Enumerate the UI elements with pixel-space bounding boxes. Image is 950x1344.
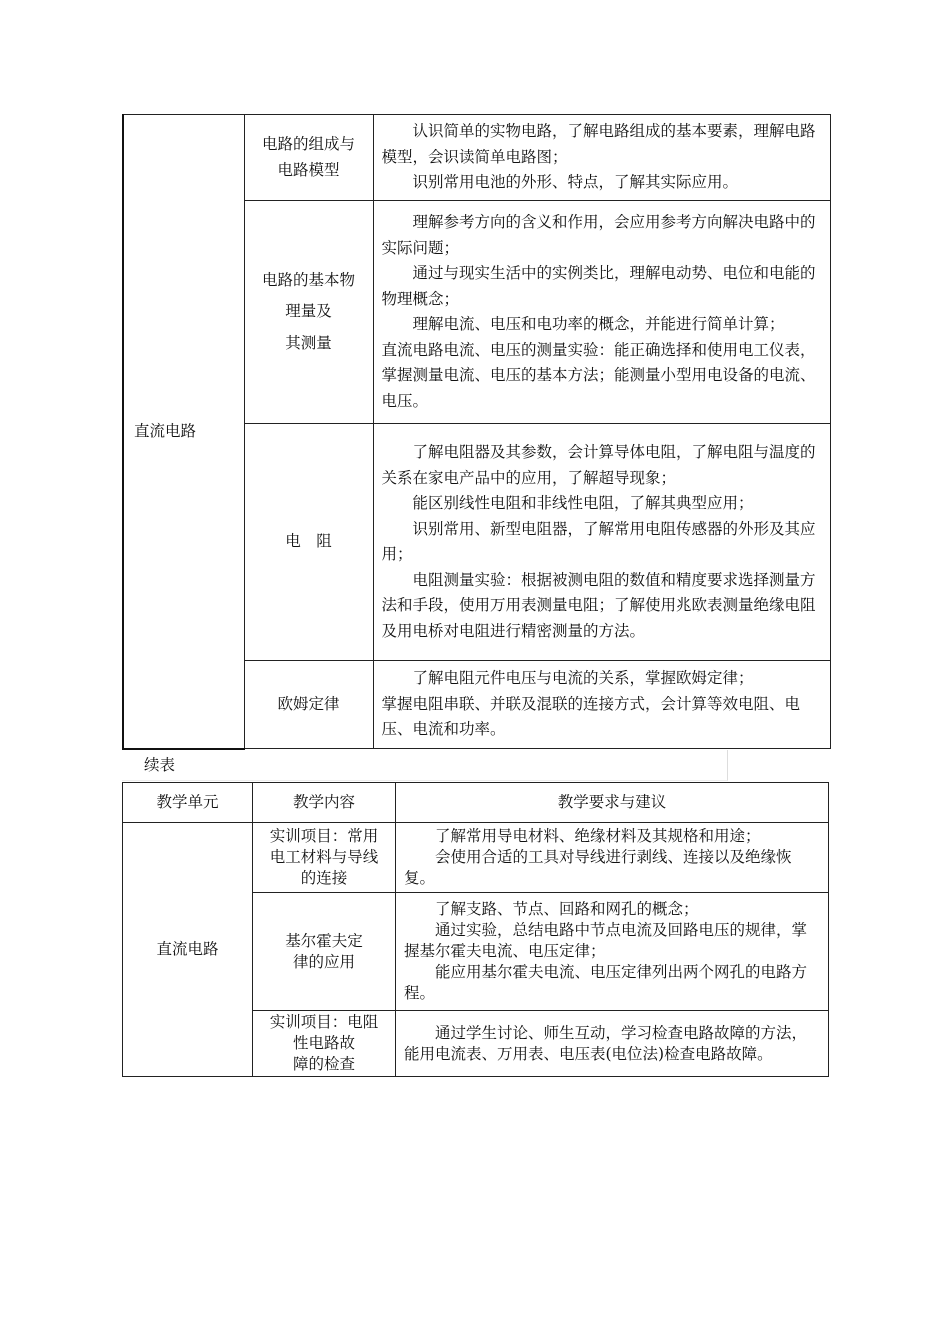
requirement-paragraph: 认识简单的实物电路，了解电路组成的基本要素，理解电路模型，会识读简单电路图； (381, 122, 816, 166)
content-line: 性电路故 (292, 1034, 355, 1052)
teaching-requirements-cell (373, 201, 830, 424)
requirement-paragraph: 了解电阻元件电压与电流的关系，掌握欧姆定律； (412, 669, 754, 688)
continued-table-label: 续表 (122, 750, 728, 781)
teaching-content-cell (253, 893, 396, 1011)
content-line: 的连接 (300, 869, 348, 887)
requirement-paragraph: 电阻测量实验：根据被测电阻的数值和精度要求选择测量方法和手段，使用万用表测量电阻；了解使用兆欧表测量绝缘电阻及用电桥对电阻进行精密测量的方法。 (381, 570, 816, 640)
teaching-content-cell (244, 115, 373, 201)
requirement-paragraph: 能区别线性电阻和非线性电阻，了解其典型应用； (412, 494, 754, 512)
content-line: 其测量 (285, 333, 332, 352)
content-line: 电路的组成与 (261, 135, 355, 153)
requirement-paragraph: 会使用合适的工具对导线进行剥线、连接以及绝缘恢复。 (404, 848, 792, 887)
curriculum-table-part1 (122, 114, 831, 750)
teaching-content-cell (253, 1011, 396, 1077)
content-line: 实训项目：电阻 (269, 1013, 379, 1031)
requirement-paragraph: 识别常用、新型电阻器，了解常用电阻传感器的外形及其应用； (381, 519, 816, 563)
table-row (123, 823, 829, 893)
curriculum-table-part2 (122, 782, 829, 1077)
requirement-paragraph: 通过学生讨论、师生互动，学习检查电路故障的方法，能用电流表、万用表、电压表(电位法)检查电路故障。 (404, 1023, 808, 1063)
teaching-requirements-cell (396, 1011, 829, 1077)
requirement-paragraph: 理解电流、电压和电功率的概念，并能进行简单计算； (412, 315, 785, 333)
content-line: 电路的基本物 (261, 270, 355, 289)
content-line: 理量及 (285, 302, 332, 321)
requirement-paragraph: 掌握电阻串联、并联及混联的连接方式，会计算等效电阻、电压、电流和功率。 (381, 694, 801, 739)
content-line: 欧姆定律 (277, 694, 340, 713)
requirement-paragraph: 了解支路、节点、回路和网孔的概念； (435, 900, 699, 918)
header-teaching-unit: 教学单元 (123, 783, 253, 823)
content-line: 障的检查 (292, 1055, 355, 1073)
teaching-unit-cell: 直流电路 (123, 115, 244, 749)
header-teaching-content: 教学内容 (253, 783, 396, 823)
table-row (123, 115, 830, 201)
requirement-paragraph: 了解电阻器及其参数，会计算导体电阻，了解电阻与温度的关系在家电产品中的应用，了解超导现象； (381, 443, 816, 487)
requirement-paragraph: 了解常用导电材料、绝缘材料及其规格和用途； (435, 827, 761, 845)
teaching-unit-cell: 直流电路 (123, 823, 253, 1077)
requirement-paragraph: 能应用基尔霍夫电流、电压定律列出两个网孔的电路方程。 (404, 963, 808, 1002)
teaching-requirements-cell (396, 823, 829, 893)
requirement-paragraph: 通过与现实生活中的实例类比，理解电动势、电位和电能的物理概念； (381, 264, 816, 308)
table-header-row (123, 783, 829, 823)
teaching-content-cell (244, 661, 373, 749)
teaching-requirements-cell (373, 661, 830, 749)
content-line: 实训项目：常用 (269, 827, 379, 845)
teaching-requirements-cell (373, 424, 830, 661)
header-teaching-requirements: 教学要求与建议 (396, 783, 829, 823)
teaching-requirements-cell (373, 115, 830, 201)
content-line: 电 阻 (285, 532, 332, 551)
teaching-requirements-cell (396, 893, 829, 1011)
content-line: 电路模型 (277, 160, 340, 179)
requirement-paragraph: 理解参考方向的含义和作用，会应用参考方向解决电路中的实际问题； (381, 213, 816, 257)
requirement-paragraph: 直流电路电流、电压的测量实验：能正确选择和使用电工仪表，掌握测量电流、电压的基本方法；能测量小型用电设备的电流、电压。 (381, 340, 816, 410)
content-line: 电工材料与导线 (269, 848, 379, 866)
requirement-paragraph: 识别常用电池的外形、特点，了解其实际应用。 (412, 173, 739, 192)
content-line: 基尔霍夫定 (285, 931, 363, 950)
teaching-content-cell (253, 823, 396, 893)
teaching-content-cell (244, 201, 373, 424)
content-line: 律的应用 (292, 952, 355, 971)
requirement-paragraph: 通过实验，总结电路中节点电流及回路电压的规律，掌握基尔霍夫电流、电压定律； (404, 921, 808, 960)
teaching-content-cell (244, 424, 373, 661)
